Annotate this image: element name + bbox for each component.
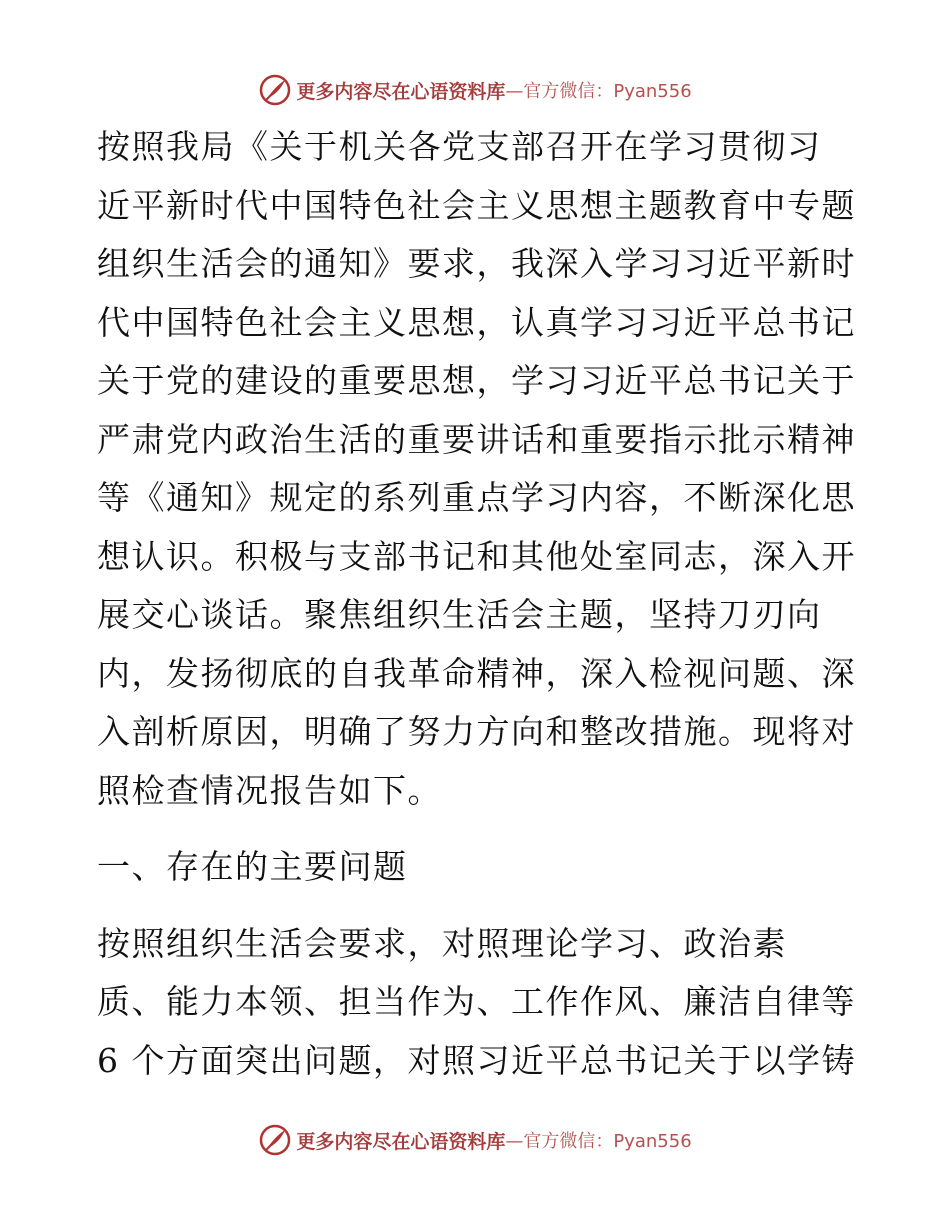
section-heading: 一、存在的主要问题 [97, 847, 408, 886]
text-line: 严肃党内政治生活的重要讲话和重要指示批示精神 [97, 419, 856, 459]
watermark-brand-text: 更多内容尽在心语资料库 [296, 80, 506, 103]
text-line: 按照我局《关于机关各党支部召开在学习贯彻习 [97, 127, 822, 166]
footer-watermark [0, 1120, 950, 1160]
intro-paragraph [97, 118, 857, 820]
text-line: 关于党的建设的重要思想，学习习近平总书记关于 [97, 361, 856, 400]
text-line: 近平新时代中国特色社会主义思想主题教育中专题 [97, 185, 856, 225]
text-line: 质、能力本领、担当作为、工作作风、廉洁自律等 [97, 982, 856, 1021]
watermark-contact-text: —官方微信：Pyan556 [505, 1131, 692, 1152]
text-line: 内，发扬彻底的自我革命精神，深入检视问题、深 [97, 653, 856, 693]
section-paragraph [97, 915, 857, 1091]
quill-logo-icon [258, 73, 292, 107]
header-watermark [0, 70, 950, 110]
text-line: 展交心谈话。聚焦组织生活会主题，坚持刀刃向 [97, 595, 822, 634]
watermark-contact-text: —官方微信：Pyan556 [505, 81, 692, 102]
watermark-brand-text: 更多内容尽在心语资料库 [296, 1130, 506, 1153]
text-line: 照检查情况报告如下。 [97, 770, 442, 810]
text-line: 按照组织生活会要求，对照理论学习、政治素 [97, 923, 787, 963]
document-body [97, 118, 857, 1090]
text-line: 等《通知》规定的系列重点学习内容，不断深化思 [97, 478, 856, 517]
text-line: 6 个方面突出问题，对照习近平总书记关于以学铸 [97, 1040, 856, 1080]
text-line: 想认识。积极与支部书记和其他处室同志，深入开 [97, 536, 856, 576]
text-line: 入剖析原因，明确了努力方向和整改措施。现将对 [97, 712, 856, 751]
quill-logo-icon [258, 1123, 292, 1157]
text-line: 代中国特色社会主义思想，认真学习习近平总书记 [97, 302, 856, 342]
text-line: 组织生活会的通知》要求，我深入学习习近平新时 [97, 244, 856, 283]
